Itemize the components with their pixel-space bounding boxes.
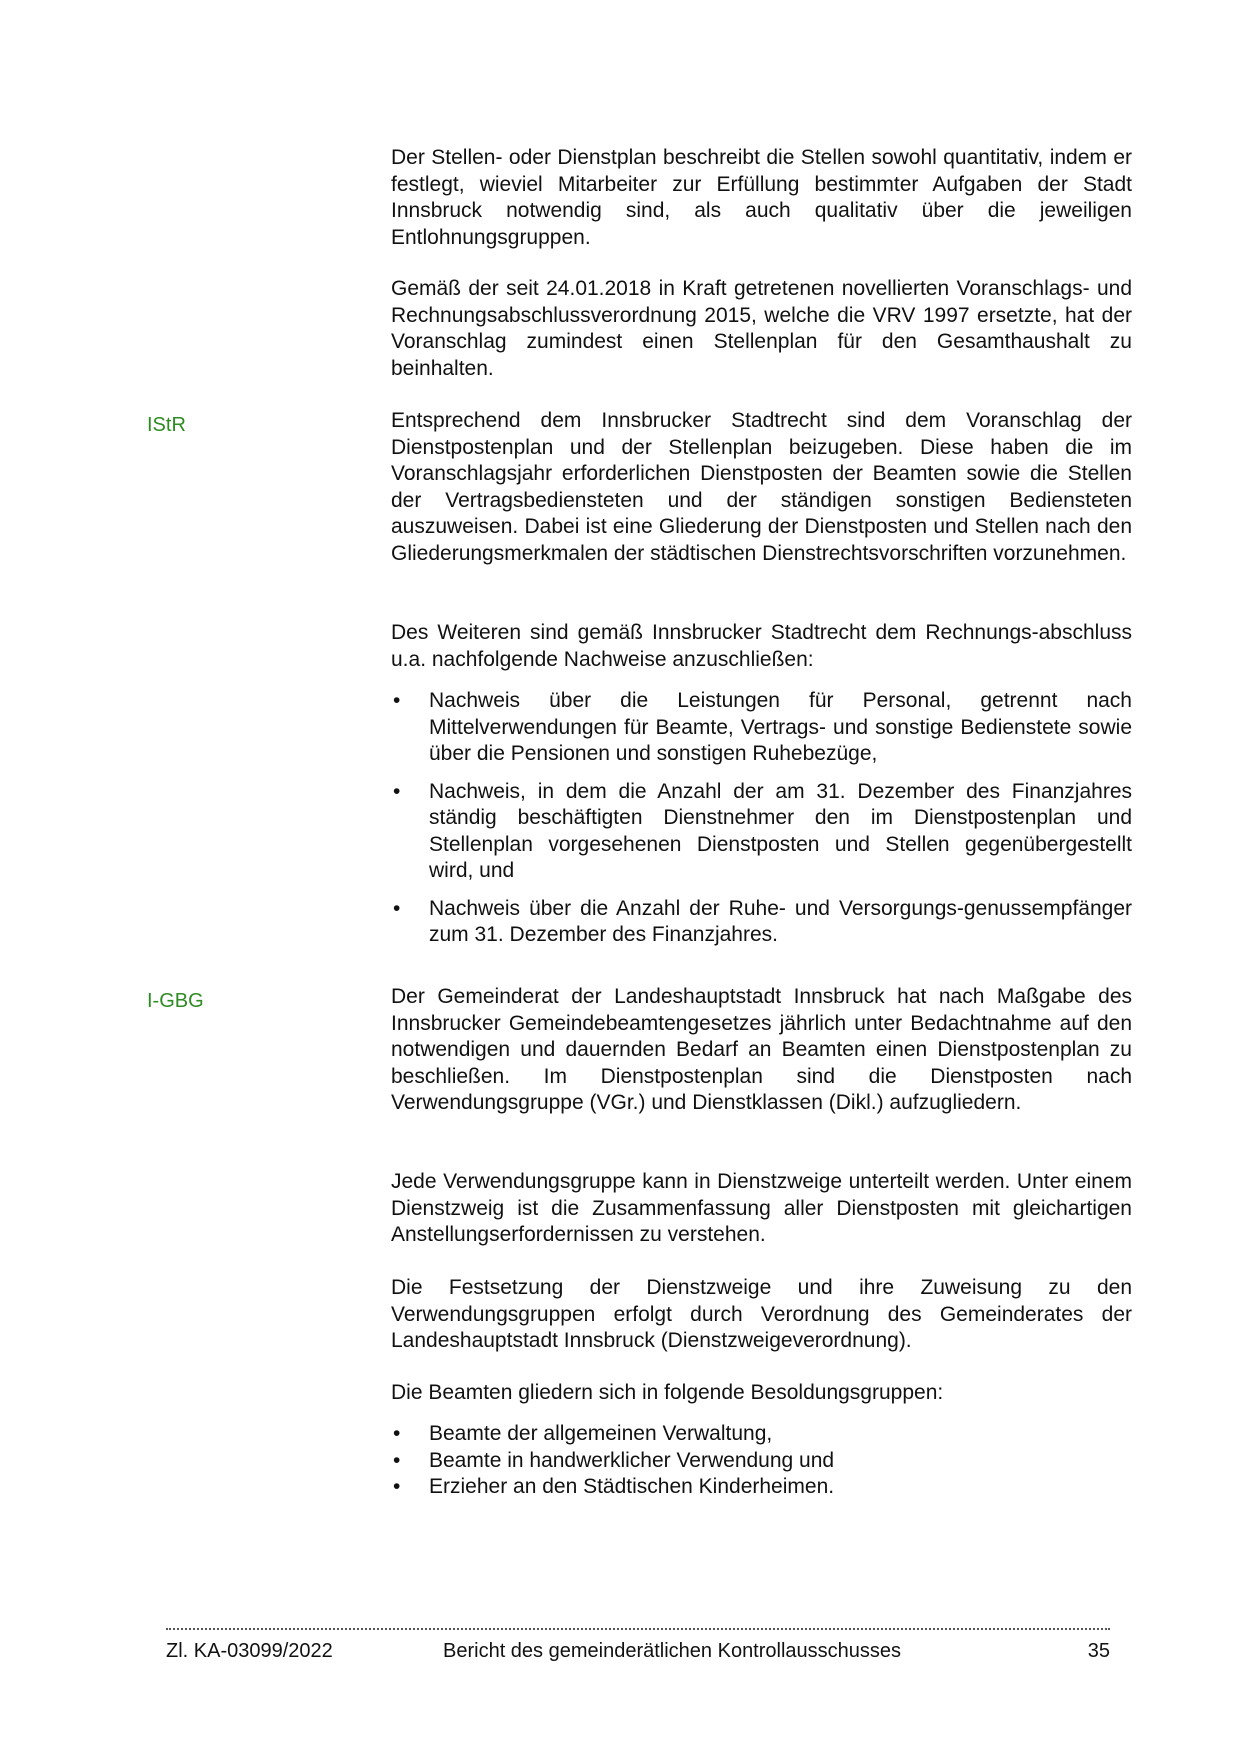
bullet-icon: • (393, 896, 401, 920)
paragraph-text: Gemäß der seit 24.01.2018 in Kraft getretenen novellierten Voranschlags- und Rechnungsabschlussverordnung 2015, welche die VRV 1997 ersetzte, hat der Voranschlag zumindest einen Stellenplan für den Gesamthaushalt zu beinhalten. (391, 277, 1132, 380)
bullet-icon: • (393, 1448, 401, 1472)
paragraph-stellenplan-definition (391, 145, 1132, 251)
besoldungsgruppen-list (391, 1421, 1132, 1501)
list-item (391, 1448, 1132, 1475)
list-item (391, 1421, 1132, 1448)
list-item-text: Nachweis über die Leistungen für Personal, getrennt nach Mittelverwendungen für Beamte, Vertrags- und sonstige Bedienstete sowie über die Pensionen und sonstigen Ruhebezüge, (429, 689, 1132, 765)
footer-divider (166, 1628, 1110, 1630)
paragraph-text: Entsprechend dem Innsbrucker Stadtrecht sind dem Voranschlag der Dienstpostenplan und der Stellenplan beizugeben. Diese haben die im Voranschlagsjahr erforderlichen Dienstposten der Beamten sowie die Stellen der Vertragsbediensteten und der ständigen sonstigen Bediensteten auszuweisen. Dabei ist eine Gliederung der Dienstposten und Stellen nach den Gliederungsmerkmalen der städtischen Dienstrechtsvorschriften vorzunehmen. (391, 409, 1132, 565)
list-item-text: Nachweis über die Anzahl der Ruhe- und Versorgungs-genussempfänger zum 31. Dezember des Finanzjahres. (429, 896, 1132, 946)
list-item (391, 779, 1132, 885)
bullet-icon: • (393, 1475, 401, 1498)
list-item (391, 688, 1132, 768)
paragraph-text: Die Beamten gliedern sich in folgende Besoldungsgruppen: (391, 1381, 944, 1404)
nachweise-list (391, 688, 1132, 949)
paragraph-stadtrecht (391, 408, 1132, 567)
list-item (391, 1474, 1132, 1501)
paragraph-festsetzung (391, 1275, 1132, 1355)
bullet-icon: • (393, 779, 401, 803)
list-item (391, 896, 1132, 949)
paragraph-text: Der Stellen- oder Dienstplan beschreibt die Stellen sowohl quantitativ, indem er festlegt, wieviel Mitarbeiter zur Erfüllung bestimmter Aufgaben der Stadt Innsbruck notwendig sind, als auch qualitativ über die jeweiligen Entlohnungsgruppen. (391, 146, 1132, 249)
paragraph-gemeinderat (391, 984, 1132, 1117)
paragraph-text: Die Festsetzung der Dienstzweige und ihre Zuweisung zu den Verwendungsgruppen erfolgt durch Verordnung des Gemeinderates der Landeshauptstadt Innsbruck (Dienstzweigeverordnung). (391, 1276, 1132, 1352)
paragraph-text: Der Gemeinderat der Landeshauptstadt Innsbruck hat nach Maßgabe des Innsbrucker Gemeindebeamtengesetzes jährlich unter Bedachtnahme auf den notwendigen und dauernden Bedarf an Beamten einen Dienstpostenplan zu beschließen. Im Dienstpostenplan sind die Dienstposten nach Verwendungsgruppe (VGr.) und Dienstklassen (Dikl.) aufzugliedern. (391, 985, 1132, 1114)
paragraph-text: Des Weiteren sind gemäß Innsbrucker Stadtrecht dem Rechnungs-abschluss u.a. nachfolgende Nachweise anzuschließen: (391, 621, 1132, 671)
bullet-icon: • (393, 1422, 401, 1445)
footer-title: Bericht des gemeinderätlichen Kontrollausschusses (443, 1640, 902, 1662)
paragraph-vrv (391, 276, 1132, 382)
bullet-icon: • (393, 689, 401, 712)
paragraph-dienstzweige (391, 1169, 1132, 1249)
list-item-text: Beamte in handwerklicher Verwendung und (429, 1448, 835, 1472)
margin-label-igbg: I-GBG (147, 990, 204, 1012)
list-item-text: Erzieher an den Städtischen Kinderheimen. (429, 1475, 835, 1498)
margin-label-istr: IStR (147, 414, 186, 436)
list-item-text: Beamte der allgemeinen Verwaltung, (429, 1422, 773, 1445)
paragraph-besoldungsgruppen-intro (391, 1380, 1132, 1407)
paragraph-nachweise-intro (391, 620, 1132, 673)
list-item-text: Nachweis, in dem die Anzahl der am 31. Dezember des Finanzjahres ständig beschäftigten Dienstnehmer den im Dienstpostenplan und Stellenplan vorgesehenen Dienstposten und Stellen gegenübergestellt wird, und (429, 779, 1132, 882)
footer-reference: Zl. KA-03099/2022 (166, 1640, 333, 1662)
page-number: 35 (1087, 1640, 1110, 1662)
paragraph-text: Jede Verwendungsgruppe kann in Dienstzweige unterteilt werden. Unter einem Dienstzweig ist die Zusammenfassung aller Dienstposten mit gleichartigen Anstellungserfordernissen zu verstehen. (391, 1170, 1132, 1246)
